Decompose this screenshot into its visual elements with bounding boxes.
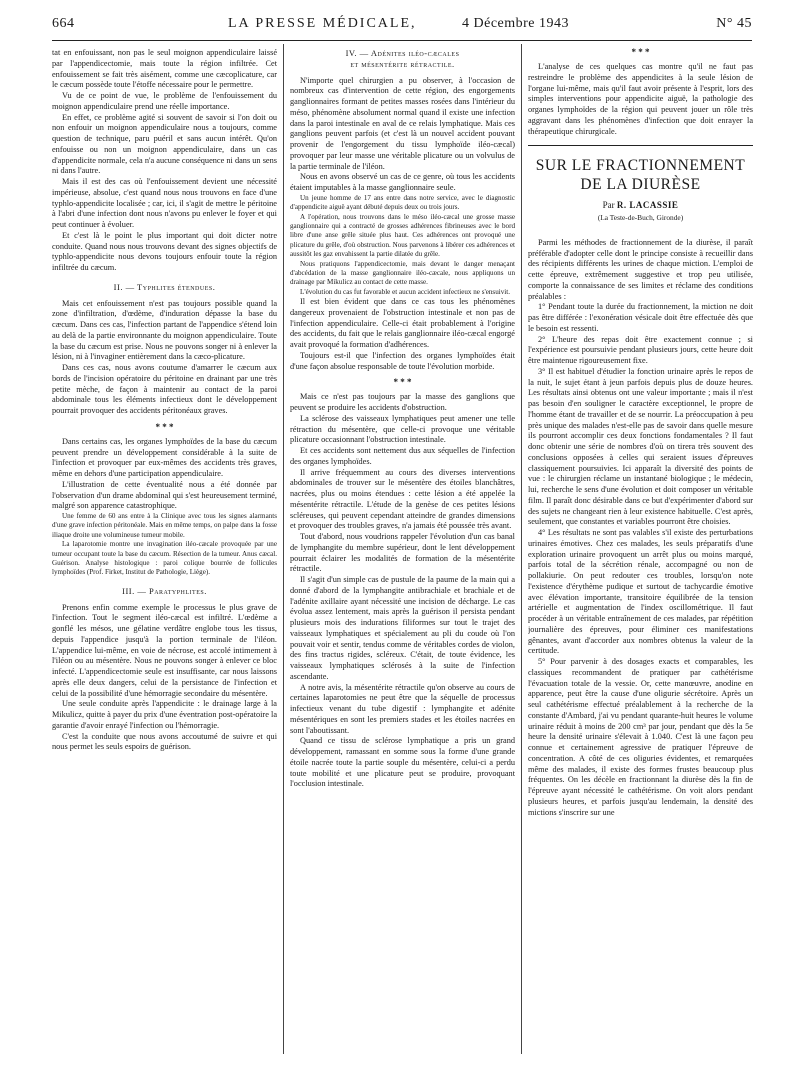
paragraph: Vu de ce point de vue, le problème de l'enfouissement du moignon appendiculaire prend une réelle importance. — [52, 91, 277, 111]
section-asterism: * * * — [393, 377, 412, 388]
paragraph: 1° Pendant toute la durée du fractionnement, la miction ne doit pas être différée : l'exonération vésicale doit être effectuée dès que le besoin est ressenti. — [528, 302, 753, 333]
paragraph: Mais ce n'est pas toujours par la masse des ganglions que peuvent se produire les accidents d'obstruction. — [290, 392, 515, 413]
author-affiliation: (La Teste-de-Buch, Gironde) — [597, 213, 684, 222]
column-divider — [521, 44, 522, 1054]
column-3 — [528, 48, 753, 1053]
paragraph: Et c'est là le point le plus important qui doit dicter notre conduite. Quand nous nous trouvons devant des signes objectifs de typhlo-appendicite nous devons toujours enfouir toute la région infiltrée du cæcum. — [52, 230, 277, 272]
paragraph: Tout d'abord, nous voudrions rappeler l'évolution d'un cas banal de lymphangite du membre supérieur, dont le lent développement pourrait éclairer les modalités de formation de la mésentérite rétractile. — [290, 532, 515, 574]
header-rule — [52, 40, 752, 41]
paragraph: Une seule conduite après l'appendicite : le drainage large à la Mikulicz, quitte à payer du prix d'une éventration post-opératoire la garantie d'avoir enrayé l'infection ou l'hémorragie. — [52, 699, 277, 730]
journal-title: LA PRESSE MÉDICALE, — [228, 16, 417, 31]
paragraph: En effet, ce problème agité si souvent de savoir si l'on doit ou non enfouir un moignon appendiculaire nous a toujours, comme question de technique, paru puéril et sans aucun intérêt. Qu'on enfouisse ou non un moignon appendiculaire, dans un cas d'appendicite normale, cela n'a aucune conséquence ni dans un sens ni dans l'autre. — [52, 112, 277, 176]
case-report: L'évolution du cas fut favorable et aucun accident infectieux ne s'ensuivit. — [300, 287, 510, 296]
article-separator — [528, 145, 753, 146]
column-divider — [283, 44, 284, 1054]
paragraph: 2° L'heure des repas doit être exactement connue ; si l'expérience est poursuivie pendant plusieurs jours, cette heure doit être maintenue rigoureusement fixe. — [528, 334, 753, 365]
paragraph: 5° Pour parvenir à des dosages exacts et comparables, les classiques recommandent de pratiquer par cathétérisme l'évacuation totale de la vessie. Or, cette manœuvre, anodine en apparence, peut être la cause d'une oligurie sécrétoire. Après un seul cathétérisme effectué préalablement à la recherche de la constante d'Ambard, j'ai vu pendant quarante-huit heures le volume urinaire réduit à moins de 200 cm³ par jour, pendant que dès la 5e heure la densité urinaire s'élevait à 1.040. C'est là une façon peu connue et certainement agressive de pratiquer l'épreuve de concentration. A côté de ces oliguries évidentes, et remarquées même des malades, il existe des formes frustes beaucoup plus fréquentes. On les décèle en fractionnant la diurèse dès la fin de l'épreuve ayant nécessité le cathétérisme. On voit alors pendant plusieurs heures, et parfois jusqu'au lendemain, la densité des mictions s'inscrire sur une — [528, 657, 753, 817]
section-heading-paratyphlites: III. — Paratyphlites. — [122, 585, 207, 596]
paragraph: Dans ces cas, nous avons coutume d'amarrer le cæcum aux bords de l'incision opératoire du péritoine en drainant par une très petite mèche, de façon à maintenir au contact de la paroi abdominale tous les éléments infectieux dont le développement pourrait provoquer des accidents péritonéaux graves. — [52, 363, 277, 415]
paragraph: Dans certains cas, les organes lymphoïdes de la base du cæcum peuvent prendre un développement considérable à la suite de l'infection et provoquer par eux-mêmes des accidents très graves, même en dehors d'une participation appendiculaire. — [52, 436, 277, 478]
paragraph: N'importe quel chirurgien a pu observer, à l'occasion de nombreux cas d'intervention de cette région, des engorgements ganglionnaires formant de petites masses rosées dans l'intérieur du méso, phénomène absolument normal quand il existe une infection dans la paroi intestinale en aval de ce relais lymphatique. Mais ces ganglions peuvent parfois (et c'est là un nouvel accident pouvant provenir de l'engorgement du tissu lymphoïde iléo-cæcal) provoquer par leur masse une véritable plicature ou un volvulus de la partie terminale de l'iléon. — [290, 75, 515, 171]
case-report: La laparotomie montre une invagination iléo-cæcale provoquée par une tumeur occupant toute la base du cæcum. Résection de la tumeur. Anus cæcal. Guérison. Analyse histologique : paroi colique bourrée de follicules lymphoïdes (Prof. Firket, Institut de Pathologie, Liège). — [52, 540, 277, 577]
paragraph: Prenons enfin comme exemple le processus le plus grave de l'infection. Tout le segment iléo-cæcal est infiltré. L'œdème a gonflé les mésos, une gélatine verdâtre englobe tous les tissus, depuis l'appendice jusqu'à la portion terminale de l'iléon. L'appendice lui-même, en voie de nécrose, est accolé intimement à l'iléon ou au mésentère. Nous ne pouvons songer à enlever ce bloc infecté. L'appendicectomie seule est insuffisante, car nous laissons après elle deux dangers, celui de la persistance de l'infection et celui de la possibilité d'une hémorragie secondaire du mésentère. — [52, 602, 277, 698]
paragraph: 4° Les résultats ne sont pas valables s'il existe des perturbations urinaires émotives. Chez ces malades, les seuls préparatifs d'une exploration urinaire provoquent un arrêt plus ou moins marqué, parfois total de la sécrétion rénale, accompagné ou non de pollakiurie. On peut redouter ces troubles, lorsqu'on note l'existence d'érythème pudique et surtout de tachycardie émotive avec élévation importante, transitoire équilibrée de la tension artérielle et augmentation de l'index oscillométrique. Il faut procéder à un véritable entraînement de ces malades, par répétition journalière des épreuves, pour éliminer ces manifestations gênantes, avant d'accorder aux nombres obtenus la valeur de la certitude. — [528, 528, 753, 656]
section-heading-typhlites: II. — Typhlites étendues. — [113, 281, 216, 292]
paragraph: L'illustration de cette éventualité nous a été donnée par l'observation d'un drame abdominal qui s'est heureusement terminé, malgré son apparence catastrophique. — [52, 479, 277, 511]
paragraph: La sclérose des vaisseaux lymphatiques peut amener une telle rétraction du mésentère, que celle-ci provoque une véritable plicature occasionnant l'obstruction intestinale. — [290, 413, 515, 445]
paragraph: Et ces accidents sont nettement dus aux séquelles de l'infection des organes lymphoïdes. — [290, 446, 515, 466]
article-title-line: DE LA DIURÈSE — [580, 176, 701, 194]
article-title — [528, 156, 753, 194]
author-name: R. LACASSIE — [616, 200, 679, 211]
byline — [528, 200, 753, 211]
paragraph: Toujours est-il que l'infection des organes lymphoïdes était d'une façon absolue responsable de toute l'évolution morbide. — [290, 350, 515, 371]
paragraph: C'est la conduite que nous avons accoutumé de suivre et qui nous permet les seuls espoirs de guérison. — [52, 731, 277, 752]
section-asterism: * * * — [155, 421, 174, 432]
paragraph: L'analyse de ces quelques cas montre qu'il ne faut pas restreindre le problème des appendicites à la seule lésion de l'organe lui-même, mais qu'il faut avoir présente à l'esprit, lors des simples interventions pour appendicite aiguë, la pathologie des organes lymphoïdes de la région qui peuvent jouer un rôle très aggravant dans les phénomènes d'infection que doit enrayer la thérapeutique chirurgicale. — [528, 62, 753, 136]
case-report: Un jeune homme de 17 ans entre dans notre service, avec le diagnostic d'appendicite aiguë ayant débuté depuis deux ou trois jours. — [290, 193, 515, 212]
column-1 — [52, 48, 277, 1053]
paragraph: Nous en avons observé un cas de ce genre, où tous les accidents étaient imputables à la masse ganglionnaire seule. — [290, 172, 515, 192]
paragraph: Il s'agit d'un simple cas de pustule de la paume de la main qui a donné d'abord de la lymphangite antibrachiale et brachiale et de l'adénite axillaire ayant nécessité une incision de décharge. Le cas évolua assez lentement, mais après la guérison il persista pendant plusieurs mois des indurations filiformes sur tout le trajet des vaisseaux lymphatiques et spécialement au pli du coude où l'on pouvait voir et sentir, tendus comme de véritables cordes de violon, des fins tractus rigides, scléreux. C'était, de toute évidence, les vaisseaux lymphatiques sclérosés à la suite de l'infection ascendante. — [290, 575, 515, 681]
paragraph: Il est bien évident que dans ce cas tous les phénomènes dangereux provenaient de l'obstruction intestinale et non pas de l'infection appendiculaire. Celle-ci était probablement à l'origine des accidents, du fait que le relais ganglionnaire iléo-cæcal engorgé avait provoqué la formation d'adhérences. — [290, 297, 515, 350]
paragraph: Il arrive fréquemment au cours des diverses interventions abdominales de trouver sur le mésentère des étoiles blanchâtres, nacrées, plus ou moins étendues : cette lésion a été appelée la mésentérite rétractile. L'étude de la genèse de ces petites lésions scléreuses, qui peuvent cependant atteindre de grandes dimensions et provoquer des troubles graves, n'a jamais été poussée très avant. — [290, 467, 515, 531]
case-report: Nous pratiquons l'appendicectomie, mais devant le danger menaçant d'abcédation de la masse ganglionnaire iléo-cæcale, nous appliquons un drainage par Mikulicz au contact de cette masse. — [290, 259, 515, 287]
page-number: 664 — [52, 16, 75, 31]
paragraph: Quand ce tissu de sclérose lymphatique a pris un grand développement, ramassant en somme sous la forme d'une grande étoile nacrée toute la partie souple du mésentère, celui-ci a perdu toute mobilité et une plicature peut se produire, provoquant l'occlusion intestinale. — [290, 736, 515, 789]
column-2 — [290, 48, 515, 1053]
article-title-line: SUR LE FRACTIONNEMENT — [535, 157, 746, 175]
issue-date: 4 Décembre 1943 — [462, 16, 570, 31]
section-asterism: * * * — [631, 48, 650, 57]
section-heading-adenites-sub: et mésentérite rétractile. — [350, 58, 455, 69]
paragraph: Mais cet enfouissement n'est pas toujours possible quand la zone d'infiltration, d'œdème, d'induration dépasse la base du cæcum. Dans ces cas, l'infection partant de l'appendice s'étend loin au delà de la partie environnante du moignon appendiculaire. Toute la base du cæcum est prise. Nous ne pouvons songer ni à enlever la lésion, ni à l'invaginer entièrement dans la cæco-plicature. — [52, 298, 277, 362]
byline-par: Par — [602, 200, 615, 211]
paragraph: Parmi les méthodes de fractionnement de la diurèse, il paraît préférable d'adopter celle dont le principe consiste à recueillir dans des récipients différents les urines de chaque miction. L'emploi de cette épreuve, extrêmement suggestive et trop peu utilisée, comporte la connaissance de ses limites et réclame des conditions préalables : — [528, 237, 753, 301]
paragraph: Mais il est des cas où l'enfouissement devient une nécessité impérieuse, absolue, c'est quand nous nous trouvons en face d'une typhlo-appendicite localisée ; car, ici, il s'agit de mettre le péritoine à l'abri d'une infection dont nous n'avons pu enlever le foyer et qui peut continuer à évoluer. — [52, 177, 277, 229]
issue-number: N° 45 — [716, 16, 752, 31]
paragraph: A notre avis, la mésentérite rétractile qu'on observe au cours de certaines laparotomies ne peut être que la séquelle de processus infectieux venant du tube digestif : lymphangite et adénite mésentériques en sont les premiers stades et les étoiles nacrées en sont l'aboutissant. — [290, 682, 515, 735]
section-heading-adenites: IV. — Adénites iléo-cæcales — [345, 48, 460, 58]
case-report: Une femme de 60 ans entre à la Clinique avec tous les signes alarmants d'une grave infection péritonéale. Mais en même temps, on palpe dans la fosse iliaque droite une volumineuse tumeur mobile. — [52, 512, 277, 539]
paragraph: tat en enfouissant, non pas le seul moignon appendiculaire laissé par l'appendicectomie, mais toute la région infiltrée. Cet enfouissement se fait très aisément, comme une cæcoplicature, car le cæcum possède toute l'étoffe nécessaire pour le permettre. — [52, 48, 277, 90]
case-report: A l'opération, nous trouvons dans le méso iléo-cæcal une grosse masse ganglionnaire qui a contracté de grosses adhérences fibrineuses avec le bord libre d'une anse grêle située plus haut. Ces adhérences ont provoqué une plicature du grêle, d'où obstruction. Nous parvenons à libérer ces adhérences et aussitôt les gaz envahissent la partie dilatée du grêle. — [290, 212, 515, 259]
paragraph: 3° Il est habituel d'étudier la fonction urinaire après le repos de la nuit, le sujet étant à jeun parfois depuis plus de douze heures. Les résultats ainsi obtenus ont une valeur importante ; mais il n'est pas besoin d'en souligner le caractère exceptionnel, le propre de l'homme étant de travailler et de se nourrir. La préoccupation à peu près unique des malades n'est-elle pas de savoir dans quelle mesure ils pourront accomplir ces deux fonctions fondamentales ? Il faut donc obtenir une série de nombres d'où on tirera très souvent des conclusions opposées à celles qui seraient issues d'épreuves classiquement poursuivies. Ici apparaît la diversité des points de vue : le chirurgien réclame un instantané biologique ; le médecin, lui, recherche le sens d'une évolution et doit composer un véritable film. Il paraît donc désirable dans ce but d'expérimenter d'abord sur des sujets ne changeant rien à leur existence habituelle. C'est après, seulement, que constantes et variables pourront être choisies. — [528, 366, 753, 527]
running-header — [52, 12, 752, 36]
